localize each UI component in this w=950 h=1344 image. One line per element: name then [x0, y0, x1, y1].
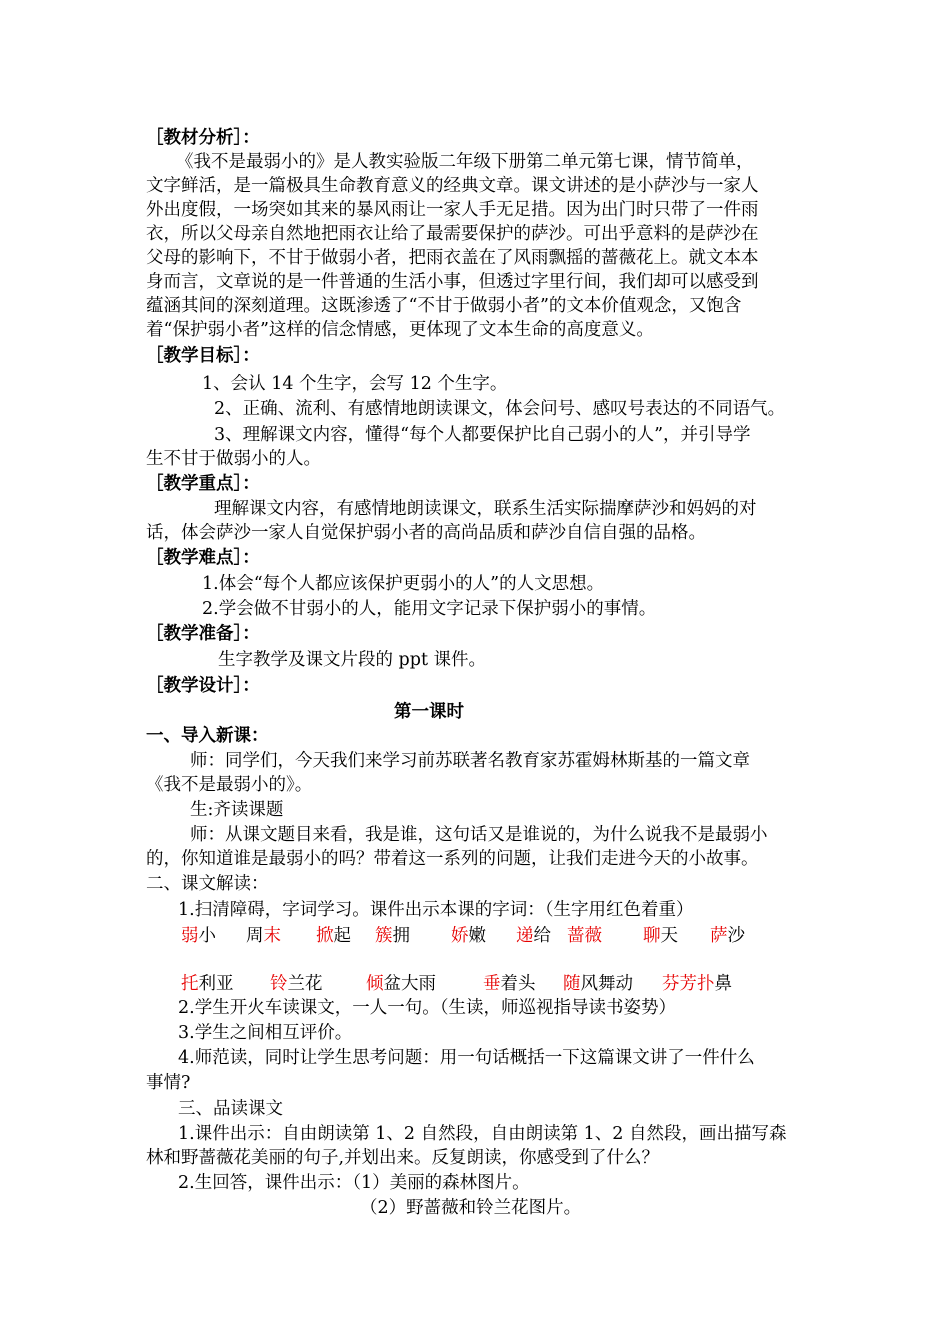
- design-heading: ［教学设计］：: [146, 676, 260, 696]
- analysis-line: 蕴涵其间的深刻道理。这既渗透了“不甘于做弱小者”的文本价值观念，又饱含: [146, 296, 742, 316]
- intro-line: 生:齐读课题: [190, 800, 284, 820]
- word-rest: 给: [533, 926, 551, 946]
- focus-heading: ［教学重点］：: [146, 474, 260, 494]
- intro-heading: 一、导入新课：: [146, 726, 269, 746]
- savor-line: （2）野蔷薇和铃兰花图片。: [360, 1198, 582, 1218]
- vocab-word: [375, 924, 410, 948]
- vocab-word: [567, 924, 602, 948]
- vocab-word: [181, 972, 234, 996]
- word-rest: 周: [246, 926, 264, 946]
- word-rest: 兰花: [287, 974, 323, 994]
- goal-item: 2、正确、流利、有感情地朗读课文，体会问号、感叹号表达的不同语气。: [214, 399, 786, 419]
- difficulty-item: 2.学会做不甘弱小的人，能用文字记录下保护弱小的事情。: [202, 599, 657, 619]
- vocab-word: [710, 924, 745, 948]
- vocab-word: [643, 924, 678, 948]
- analysis-line: 文字鲜活，是一篇极具生命教育意义的经典文章。课文讲述的是小萨沙与一家人: [146, 176, 759, 196]
- vocab-word: [563, 972, 633, 996]
- word-rest: 沙: [727, 926, 745, 946]
- intro-line: 的，你知道谁是最弱小的吗？带着这一系列的问题，让我们走进今天的小故事。: [146, 849, 759, 869]
- analysis-line: 身而言，文章说的是一件普通的生活小事，但透过字里行间，我们却可以感受到: [146, 272, 759, 292]
- reading-step-continued: 事情?: [146, 1073, 191, 1093]
- reading-step: 1.扫清障碍，字词学习。课件出示本课的字词：（生字用红色着重）: [178, 900, 694, 920]
- analysis-line: 着“保护弱小者”这样的信念情感，更体现了文本生命的高度意义。: [146, 320, 654, 340]
- prep-heading: ［教学准备］：: [146, 624, 260, 644]
- vocab-word: [516, 924, 551, 948]
- vocab-word: [316, 924, 351, 948]
- word-rest: 嫩: [468, 926, 486, 946]
- word-rest: 盆大雨: [383, 974, 436, 994]
- word-rest: 着头: [500, 974, 536, 994]
- new-character: 铃: [270, 974, 288, 994]
- new-character: 娇: [451, 926, 469, 946]
- word-rest: 小: [198, 926, 216, 946]
- savor-heading: 三、品读课文: [178, 1099, 283, 1119]
- word-rest: 鼻: [714, 974, 732, 994]
- difficulty-item: 1.体会“每个人都应该保护更弱小的人”的人文思想。: [202, 574, 605, 594]
- vocab-word: [366, 972, 436, 996]
- reading-step: 2.学生开火车读课文，一人一句。（生读，师巡视指导读书姿势）: [178, 998, 676, 1018]
- vocab-word: [662, 972, 732, 996]
- vocab-word: [246, 924, 281, 948]
- difficulty-heading: ［教学难点］：: [146, 548, 260, 568]
- new-character: 倾: [366, 974, 384, 994]
- savor-line: 2.生回答，课件出示：（1）美丽的森林图片。: [178, 1173, 530, 1193]
- word-rest: 风舞动: [580, 974, 633, 994]
- new-character: 末: [263, 926, 281, 946]
- prep-line: 生字教学及课文片段的 ppt 课件。: [218, 650, 487, 670]
- new-character: 托: [181, 974, 199, 994]
- intro-line: 《我不是最弱小的》。: [146, 775, 313, 795]
- reading-step: 4.师范读，同时让学生思考问题：用一句话概括一下这篇课文讲了一件什么: [178, 1048, 755, 1068]
- reading-heading: 二、课文解读：: [146, 874, 269, 894]
- reading-step: 3.学生之间相互评价。: [178, 1023, 353, 1043]
- new-character: 弱: [181, 926, 199, 946]
- new-character: 芬芳扑: [662, 974, 715, 994]
- vocab-word: [270, 972, 323, 996]
- new-character: 垂: [483, 974, 501, 994]
- analysis-line: 外出度假，一场突如其来的暴风雨让一家人手无足措。因为出门时只带了一件雨: [146, 200, 759, 220]
- word-rest: 起: [333, 926, 351, 946]
- analysis-line: 《我不是最弱小的》是人教实验版二年级下册第二单元第七课，情节简单，: [176, 152, 754, 172]
- analysis-heading: ［教材分析］：: [146, 128, 260, 148]
- word-rest: 天: [660, 926, 678, 946]
- analysis-line: 父母的影响下，不甘于做弱小者，把雨衣盖在了风雨飘摇的蔷薇花上。就文本本: [146, 248, 759, 268]
- new-character: 萨: [710, 926, 728, 946]
- intro-line: 师：同学们，今天我们来学习前苏联著名教育家苏霍姆林斯基的一篇文章: [190, 751, 750, 771]
- savor-line: 1.课件出示：自由朗读第 1、2 自然段，自由朗读第 1、2 自然段，画出描写森: [178, 1124, 787, 1144]
- new-character: 蔷薇: [567, 926, 602, 946]
- word-rest: 拥: [392, 926, 410, 946]
- new-character: 掀: [316, 926, 334, 946]
- intro-line: 师：从课文题目来看，我是谁，这句话又是谁说的，为什么说我不是最弱小: [190, 825, 768, 845]
- goals-heading: ［教学目标］：: [146, 346, 260, 366]
- new-character: 聊: [643, 926, 661, 946]
- focus-line: 话，体会萨沙一家人自觉保护弱小者的高尚品质和萨沙自信自强的品格。: [146, 523, 706, 543]
- savor-line: 林和野蔷薇花美丽的句子,并划出来。反复朗读，你感受到了什么？: [146, 1148, 660, 1168]
- new-character: 簇: [375, 926, 393, 946]
- vocab-word: [181, 924, 216, 948]
- word-rest: 利亚: [198, 974, 234, 994]
- new-character: 递: [516, 926, 534, 946]
- focus-line: 理解课文内容，有感情地朗读课文，联系生活实际揣摩萨沙和妈妈的对: [214, 499, 757, 519]
- lesson-title: 第一课时: [394, 702, 464, 722]
- vocab-word: [451, 924, 486, 948]
- goal-item: 3、理解课文内容，懂得“每个人都要保护比自己弱小的人”，并引导学: [214, 425, 751, 445]
- goal-item-continued: 生不甘于做弱小的人。: [146, 449, 321, 469]
- goal-item: 1、会认 14 个生字，会写 12 个生字。: [202, 374, 508, 394]
- analysis-line: 衣，所以父母亲自然地把雨衣让给了最需要保护的萨沙。可出乎意料的是萨沙在: [146, 224, 759, 244]
- vocab-word: [483, 972, 536, 996]
- new-character: 随: [563, 974, 581, 994]
